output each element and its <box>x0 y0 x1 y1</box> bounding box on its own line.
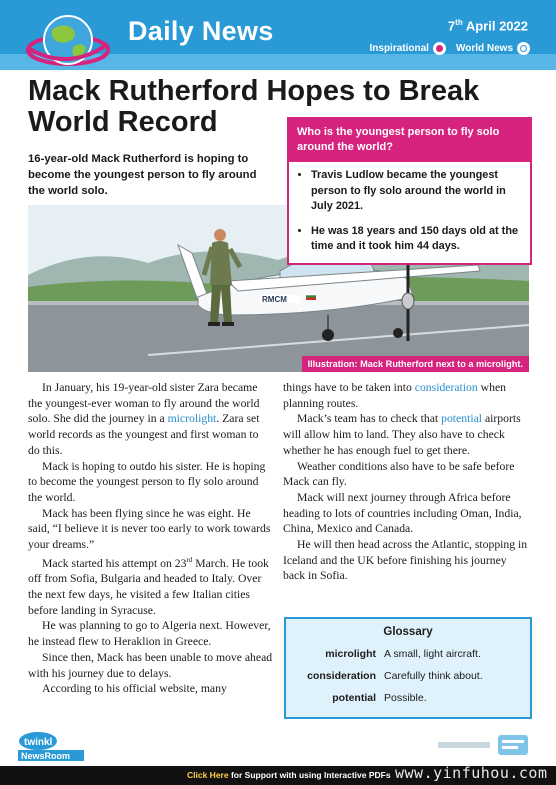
keyword-microlight[interactable]: microlight <box>167 412 217 426</box>
brand-title: Daily News <box>128 16 274 46</box>
glossary-term: potential <box>332 692 376 704</box>
paragraph: Mack has been flying since he was eight. He said, “I believe it is never too early to work towards your dreams.” <box>28 506 271 552</box>
question-answer-list <box>289 162 530 263</box>
article-column-right <box>283 380 528 584</box>
article-column-left <box>28 380 273 697</box>
question-heading: Who is the youngest person to fly solo around the world? <box>289 119 530 162</box>
paragraph: According to his official website, many <box>42 682 227 696</box>
svg-text:NewsRoom: NewsRoom <box>21 751 71 761</box>
svg-text:twinkl: twinkl <box>24 737 53 748</box>
keyword-consideration[interactable]: consideration <box>414 381 478 394</box>
paragraph: In January, his 19-year-old sister Zara became the youngest-ever woman to fly around the world solo. She did the journey in a microlight. Zara set world records as the youngest and first woman to do this. <box>28 381 260 457</box>
globe-logo-icon <box>22 8 114 70</box>
partner-logos <box>436 734 531 756</box>
paragraph: He will then head across the Atlantic, stopping in Iceland and the UK before finishing his journey back in Sofia. <box>283 538 528 583</box>
glossary-definition: Carefully think about. <box>384 670 483 682</box>
glossary-entry <box>286 648 530 660</box>
header-bar <box>0 0 556 70</box>
plane-registration: RMCM <box>262 295 287 304</box>
glossary-definition: Possible. <box>384 692 427 704</box>
article-title: Mack Rutherford Hopes to Break World Record <box>28 75 480 138</box>
keyword-potential[interactable]: potential <box>441 412 483 426</box>
glossary-heading: Glossary <box>383 626 433 638</box>
glossary-entry <box>286 692 530 704</box>
glossary-box <box>284 617 532 719</box>
list-item: • Travis Ludlow became the youngest person to fly solo around the world in July 2021. <box>311 168 522 215</box>
category-tags <box>370 42 531 55</box>
location-pin-icon <box>433 42 446 55</box>
glossary-term: microlight <box>325 648 376 660</box>
paragraph: Mack started his attempt on 23rd March. He took off from Sofia, Bulgaria and headed to Italy. Over the next few days, he visited a few Italian cities before landing in Syracuse. <box>28 555 269 617</box>
paragraph: things have to be taken into consideration when planning routes. <box>283 381 506 410</box>
question-box <box>287 117 532 265</box>
article-lead: 16-year-old Mack Rutherford is hoping to become the youngest person to fly around the world solo. <box>28 153 257 197</box>
paragraph: Mack is hoping to outdo his sister. He is hoping to become the youngest person to fly solo around the world. <box>28 459 266 504</box>
illustration-caption: Illustration: Mack Rutherford next to a microlight. <box>302 356 529 372</box>
issue-date: 7th April 2022 <box>447 18 528 34</box>
paragraph: He was planning to go to Algeria next. However, he instead flew to Heraklion in Greece. <box>28 619 271 649</box>
globe-icon <box>517 42 530 55</box>
tag-world-news: World News <box>455 43 513 54</box>
list-item: • He was 18 years and 150 days old at the time and it took him 44 days. <box>311 224 522 255</box>
support-link[interactable]: Click Here for Support with using Interactive PDFs <box>187 770 391 780</box>
paragraph: Since then, Mack has been unable to move ahead with his journey due to delays. <box>28 650 273 680</box>
twinkl-newsroom-logo <box>18 731 84 761</box>
paragraph: Mack’s team has to check that potential airports will allow him to land. They also have to check whether he has enough fuel to get there. <box>283 412 521 457</box>
paragraph: Mack will next journey through Africa before heading to lots of countries including Oman, India, China, Mexico and Canada. <box>283 490 522 536</box>
glossary-entry <box>286 670 530 682</box>
tag-inspirational: Inspirational <box>369 43 429 54</box>
glossary-definition: A small, light aircraft. <box>384 648 481 660</box>
paragraph: Weather conditions also have to be safe before Mack can fly. <box>283 459 515 489</box>
glossary-term: consideration <box>307 670 376 682</box>
watermark: www.yinfuhou.com <box>395 764 548 782</box>
